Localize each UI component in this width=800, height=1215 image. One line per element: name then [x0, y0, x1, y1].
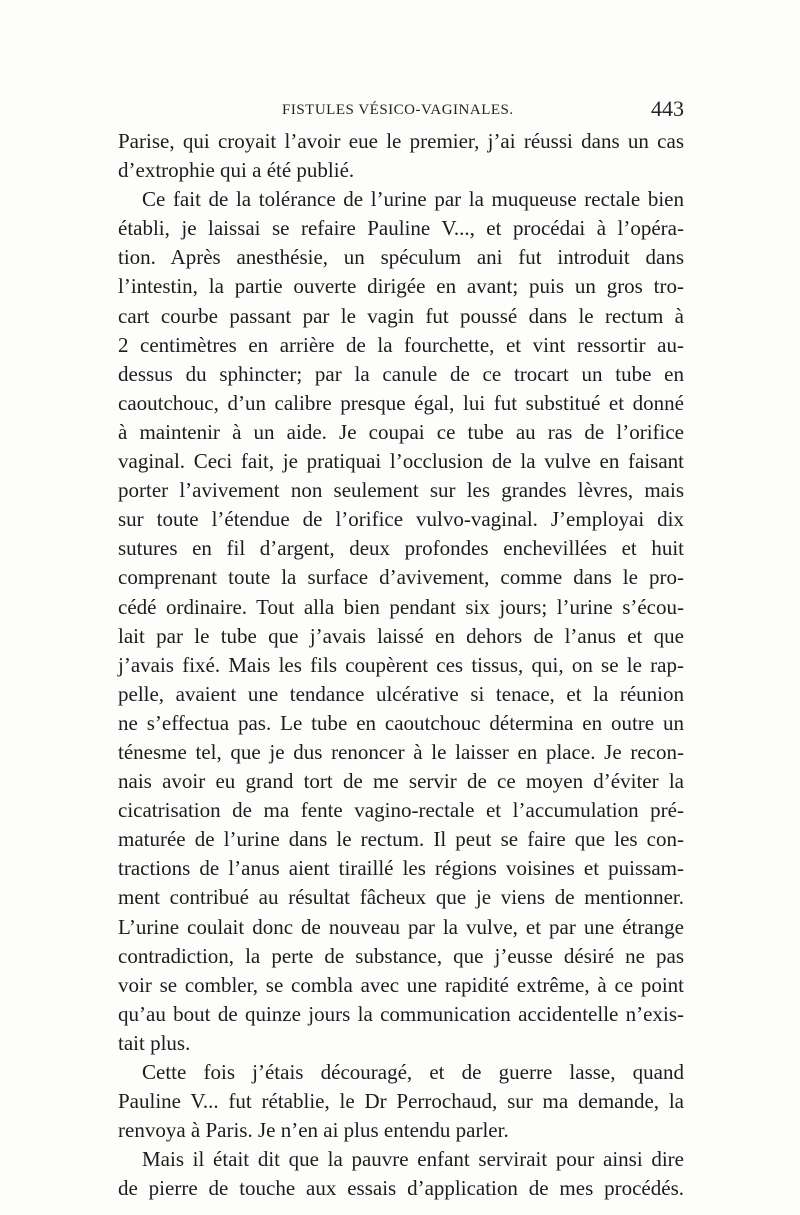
text-line: pelle, avaient une tendance ulcérative si tenace, et la réunion: [118, 681, 684, 706]
running-head: FISTULES VÉSICO-VAGINALES.: [282, 102, 514, 118]
text-line: ment contribué au résultat fâcheux que je viens de mentionner.: [118, 885, 684, 910]
text-line: sutures en fil d’argent, deux profondes enchevillées et huit: [118, 536, 684, 561]
text-line: sur toute l’étendue de l’orifice vulvo-vaginal. J’employai dix: [118, 507, 684, 532]
text-line: tion. Après anesthésie, un spéculum ani fut introduit dans: [118, 245, 684, 270]
text-line: cédé ordinaire. Tout alla bien pendant six jours; l’urine s’écou-: [118, 594, 684, 619]
text-line: Parise, qui croyait l’avoir eue le premier, j’ai réussi dans un cas: [118, 129, 684, 153]
text-line: l’intestin, la partie ouverte dirigée en avant; puis un gros tro-: [118, 274, 684, 299]
text-line: Pauline V... fut rétablie, le Dr Perrochaud, sur ma demande, la: [118, 1089, 684, 1114]
text-line: qu’au bout de quinze jours la communication accidentelle n’exis-: [118, 1001, 684, 1026]
text-line: ne s’effectua pas. Le tube en caoutchouc détermina en outre un: [118, 710, 684, 735]
text-line: 2 centimètres en arrière de la fourchette, et vint ressortir au-: [118, 332, 684, 357]
text-line: j’avais fixé. Mais les fils coupèrent ces tissus, qui, on se le rap-: [118, 652, 684, 677]
text-line: caoutchouc, d’un calibre presque égal, lui fut substitué et donné: [118, 390, 684, 415]
text-line: à maintenir à un aide. Je coupai ce tube au ras de l’orifice: [118, 419, 684, 444]
text-line: L’urine coulait donc de nouveau par la vulve, et par une étrange: [118, 914, 684, 939]
text-line: tractions de l’anus aient tiraillé les régions voisines et puissam-: [118, 856, 684, 881]
text-line: contradiction, la perte de substance, que j’eusse désiré ne pas: [118, 943, 684, 968]
text-line: maturée de l’urine dans le rectum. Il peut se faire que les con-: [118, 827, 684, 852]
text-line: cicatrisation de ma fente vagino-rectale et l’accumulation pré-: [118, 798, 684, 823]
text-line: voir se combler, se combla avec une rapidité extrême, à ce point: [118, 972, 684, 997]
text-line: établi, je laissai se refaire Pauline V..., et procédai à l’opéra-: [118, 216, 684, 241]
body-text: [118, 127, 684, 1203]
text-line: renvoya à Paris. Je n’en ai plus entendu parler.: [118, 1118, 509, 1143]
page-header: [118, 96, 684, 126]
text-line: de pierre de touche aux essais d’application de mes procédés.: [118, 1176, 684, 1201]
page-number: 443: [651, 96, 684, 121]
text-line: Cette fois j’étais découragé, et de guerre lasse, quand: [142, 1060, 684, 1084]
text-line: nais avoir eu grand tort de me servir de ce moyen d’éviter la: [118, 769, 684, 794]
text-line: d’extrophie qui a été publié.: [118, 158, 355, 183]
text-line: vaginal. Ceci fait, je pratiquai l’occlusion de la vulve en faisant: [118, 449, 684, 474]
text-line: comprenant toute la surface d’avivement, comme dans le pro-: [118, 565, 684, 590]
text-line: ténesme tel, que je dus renoncer à le laisser en place. Je recon-: [118, 739, 684, 764]
text-line: tait plus.: [118, 1030, 191, 1055]
text-line: lait par le tube que j’avais laissé en dehors de l’anus et que: [118, 623, 684, 648]
text-line: dessus du sphincter; par la canule de ce trocart un tube en: [118, 361, 684, 386]
text-line: Ce fait de la tolérance de l’urine par la muqueuse rectale bien: [142, 187, 684, 212]
text-line: porter l’avivement non seulement sur les grandes lèvres, mais: [118, 478, 684, 503]
text-line: cart courbe passant par le vagin fut poussé dans le rectum à: [118, 303, 684, 328]
text-line: Mais il était dit que la pauvre enfant servirait pour ainsi dire: [142, 1147, 684, 1172]
